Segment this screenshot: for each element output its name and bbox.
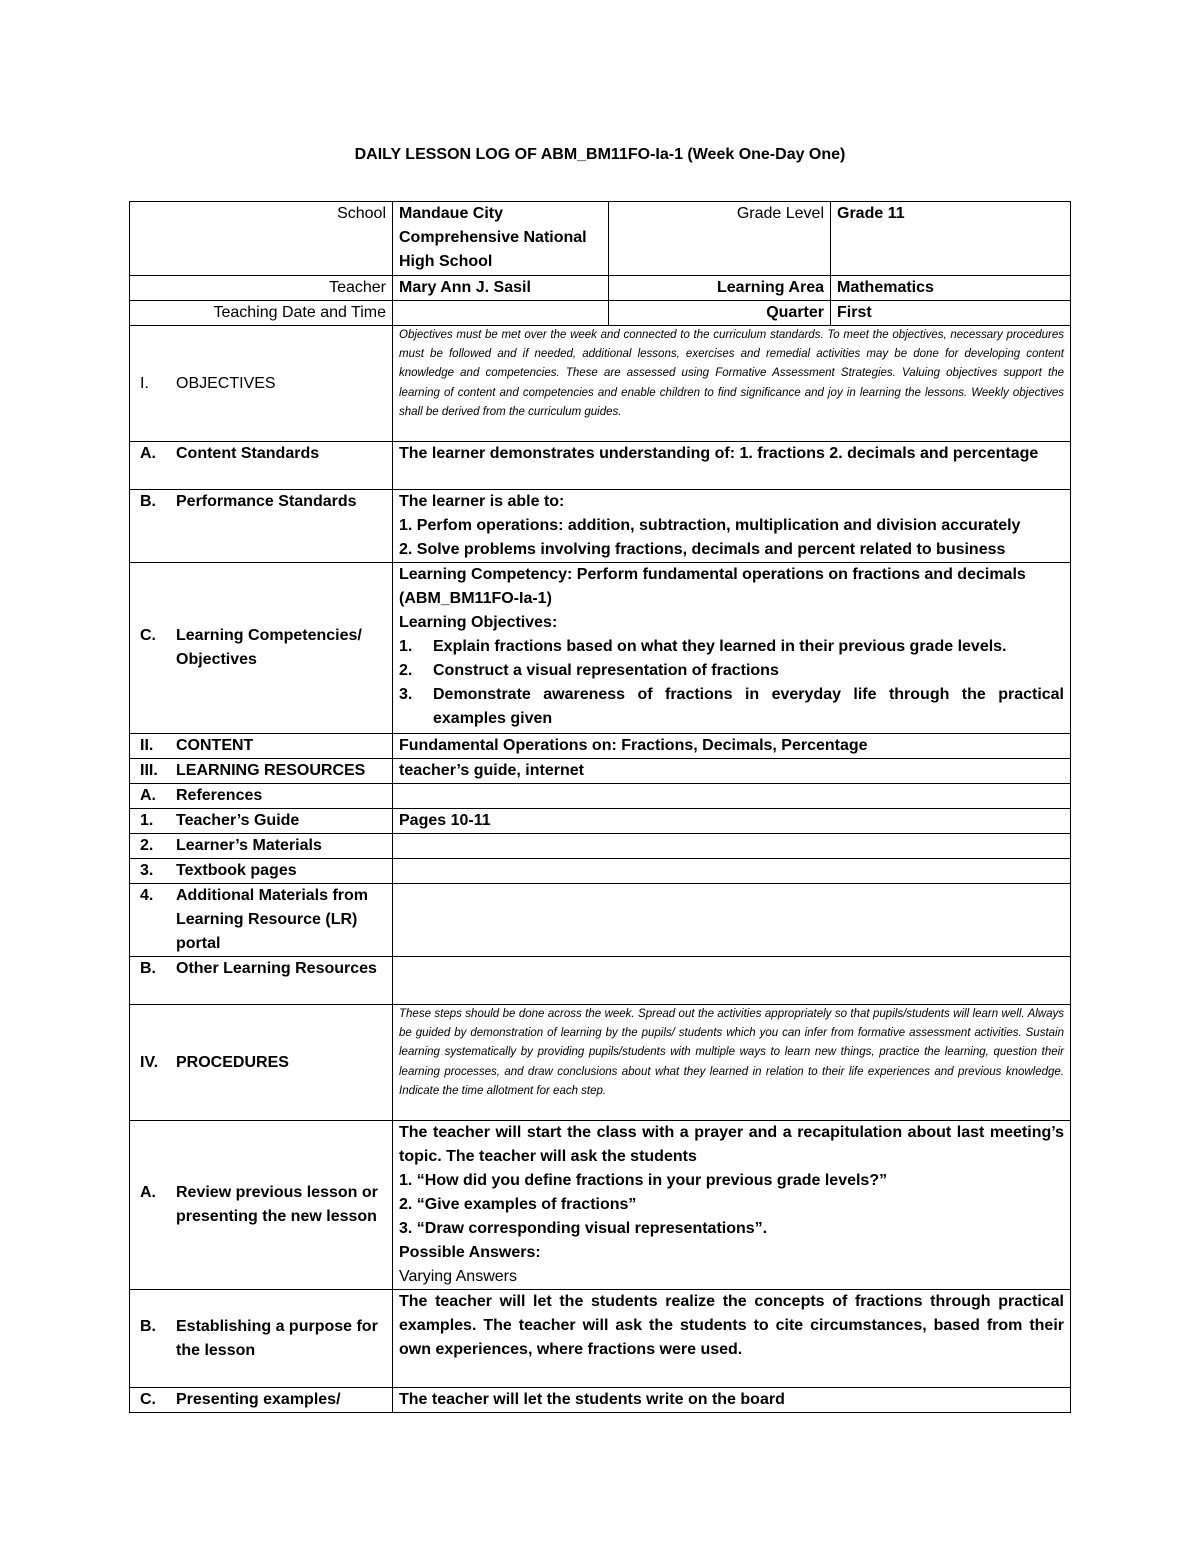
row-teachers-guide <box>130 809 1071 834</box>
possible-answers-label: Possible Answers: <box>399 1244 541 1261</box>
row-learning-competencies <box>130 563 1071 734</box>
teaching-date-label: Teaching Date and Time <box>130 301 393 326</box>
review-question-1: 1. “How did you define fractions in your previous grade levels?” <box>399 1172 888 1189</box>
row-content <box>130 734 1071 759</box>
row-review-lesson <box>130 1121 1071 1290</box>
other-resources-number: B. <box>140 960 156 977</box>
performance-standards-line-2: 1. Perfom operations: addition, subtraction, multiplication and division accurately <box>399 517 1021 534</box>
performance-standards-line-1: The learner is able to: <box>399 493 565 510</box>
learners-materials-label: Learner’s Materials <box>176 837 322 854</box>
teaching-date-value <box>393 301 609 326</box>
procedures-note: These steps should be done across the week. Spread out the activities appropriately so that pupils/students will learn well. Always be guided by demonstration of learning by the pupils/ students which you can infer from formative assessment activities. Sustain learning systematically by providing pupils/students with multiple ways to learn new things, practice the learning, question their learning processes, and draw conclusions about what they learned in relation to their life experiences and previous knowledge. Indicate the time allotment for each step. <box>393 1005 1071 1121</box>
row-teacher <box>130 276 1071 301</box>
presenting-examples-label-cell <box>130 1388 393 1413</box>
content-standards-label-cell <box>130 442 393 490</box>
objectives-label: OBJECTIVES <box>176 374 276 392</box>
content-standards-label: Content Standards <box>176 445 320 462</box>
row-additional-materials <box>130 884 1071 957</box>
additional-materials-number: 4. <box>140 887 154 904</box>
establishing-purpose-text: The teacher will let the students realize the concepts of fractions through practical examples. The teacher will ask the students to cite circumstances, based from their own experiences, where fractions were used. <box>393 1290 1071 1388</box>
review-lesson-label: Review previous lesson or presenting the new lesson <box>176 1184 378 1225</box>
row-learners-materials <box>130 834 1071 859</box>
references-label: References <box>176 787 263 804</box>
presenting-examples-label: Presenting examples/ <box>176 1391 341 1408</box>
learning-competencies-number: C. <box>140 627 156 644</box>
objectives-note: Objectives must be met over the week and connected to the curriculum standards. To meet the objectives, necessary procedures must be followed and if needed, additional lessons, exercises and remedial activities may be done for developing content knowledge and competencies. These are assessed using Formative Assessment Strategies. Valuing objectives support the learning of content and competencies and enable children to find significance and joy in learning the lessons. Weekly objectives shall be derived from the curriculum guides. <box>393 326 1071 442</box>
objectives-number: I. <box>140 374 149 392</box>
quarter-label: Quarter <box>609 301 831 326</box>
presenting-examples-text: The teacher will let the students write on the board <box>393 1388 1071 1413</box>
review-lesson-intro: The teacher will start the class with a prayer and a recapitulation about last meeting’s topic. The teacher will ask the students <box>399 1124 1064 1165</box>
establishing-purpose-label-cell <box>130 1290 393 1388</box>
content-standards-number: A. <box>140 445 156 462</box>
content-standards-text: The learner demonstrates understanding of: 1. fractions 2. decimals and percentage <box>393 442 1071 490</box>
learning-competencies-label-cell <box>130 563 393 734</box>
establishing-purpose-label: Establishing a purpose for the lesson <box>176 1317 378 1359</box>
procedures-label-cell <box>130 1005 393 1121</box>
performance-standards-label-cell <box>130 490 393 563</box>
learning-objective-item: 1. Explain fractions based on what they learned in their previous grade levels. <box>399 638 1007 655</box>
possible-answers-value: Varying Answers <box>399 1268 517 1285</box>
learning-resources-number: III. <box>140 762 158 779</box>
row-objectives <box>130 326 1071 442</box>
learning-competencies-cell <box>393 563 1071 734</box>
content-label-cell <box>130 734 393 759</box>
content-text: Fundamental Operations on: Fractions, Decimals, Percentage <box>393 734 1071 759</box>
learning-competency-text: Learning Competency: Perform fundamental operations on fractions and decimals (ABM_BM11FO-Ia-1) <box>399 566 1026 607</box>
objectives-label-cell <box>130 326 393 442</box>
learners-materials-value <box>393 834 1071 859</box>
teacher-value: Mary Ann J. Sasil <box>393 276 609 301</box>
teachers-guide-number: 1. <box>140 812 154 829</box>
row-school <box>130 202 1071 276</box>
content-number: II. <box>140 737 154 754</box>
school-label: School <box>130 202 393 276</box>
grade-level-label: Grade Level <box>609 202 831 276</box>
row-references <box>130 784 1071 809</box>
learning-objective-item: 3. Demonstrate awareness of fractions in everyday life through the practical examples given <box>399 686 1064 727</box>
performance-standards-line-3: 2. Solve problems involving fractions, decimals and percent related to business <box>399 541 1006 558</box>
document-title: DAILY LESSON LOG OF ABM_BM11FO-Ia-1 (Week One-Day One) <box>354 146 846 163</box>
textbook-pages-value <box>393 859 1071 884</box>
learning-area-value: Mathematics <box>831 276 1071 301</box>
grade-level-value: Grade 11 <box>831 202 1071 276</box>
additional-materials-value <box>393 884 1071 957</box>
learning-objective-item: 2. Construct a visual representation of fractions <box>399 662 779 679</box>
row-establishing-purpose <box>130 1290 1071 1388</box>
learning-competencies-label: Learning Competencies/ Objectives <box>176 627 362 668</box>
row-content-standards <box>130 442 1071 490</box>
presenting-examples-number: C. <box>140 1391 156 1408</box>
additional-materials-label: Additional Materials from Learning Resource (LR) portal <box>176 887 369 952</box>
school-value: Mandaue City Comprehensive National High School <box>393 202 609 276</box>
row-learning-resources <box>130 759 1071 784</box>
additional-materials-label-cell <box>130 884 393 957</box>
learning-area-label: Learning Area <box>609 276 831 301</box>
row-date <box>130 301 1071 326</box>
procedures-label: PROCEDURES <box>176 1053 289 1071</box>
teachers-guide-value: Pages 10-11 <box>393 809 1071 834</box>
textbook-pages-number: 3. <box>140 862 154 879</box>
teachers-guide-label: Teacher’s Guide <box>176 812 300 829</box>
review-lesson-number: A. <box>140 1184 156 1201</box>
review-lesson-label-cell <box>130 1121 393 1290</box>
content-label: CONTENT <box>176 737 254 754</box>
textbook-pages-label-cell <box>130 859 393 884</box>
teachers-guide-label-cell <box>130 809 393 834</box>
learning-resources-label-cell <box>130 759 393 784</box>
references-number: A. <box>140 787 156 804</box>
learners-materials-label-cell <box>130 834 393 859</box>
references-value <box>393 784 1071 809</box>
other-resources-value <box>393 957 1071 1005</box>
learners-materials-number: 2. <box>140 837 154 854</box>
teacher-label: Teacher <box>130 276 393 301</box>
review-lesson-cell <box>393 1121 1071 1290</box>
row-performance-standards <box>130 490 1071 563</box>
review-question-3: 3. “Draw corresponding visual representations”. <box>399 1220 768 1237</box>
row-other-resources <box>130 957 1071 1005</box>
performance-standards-number: B. <box>140 493 156 510</box>
other-resources-label-cell <box>130 957 393 1005</box>
row-presenting-examples <box>130 1388 1071 1413</box>
other-resources-label: Other Learning Resources <box>176 960 377 977</box>
establishing-purpose-number: B. <box>140 1317 156 1335</box>
row-procedures <box>130 1005 1071 1121</box>
procedures-number: IV. <box>140 1053 159 1071</box>
learning-resources-label: LEARNING RESOURCES <box>176 762 366 779</box>
references-label-cell <box>130 784 393 809</box>
lesson-log-table <box>129 201 1071 1413</box>
row-textbook-pages <box>130 859 1071 884</box>
review-question-2: 2. “Give examples of fractions” <box>399 1196 637 1213</box>
learning-resources-text: teacher’s guide, internet <box>393 759 1071 784</box>
textbook-pages-label: Textbook pages <box>176 862 297 879</box>
performance-standards-cell <box>393 490 1071 563</box>
learning-objectives-heading: Learning Objectives: <box>399 614 558 631</box>
quarter-value: First <box>831 301 1071 326</box>
performance-standards-label: Performance Standards <box>176 493 357 510</box>
